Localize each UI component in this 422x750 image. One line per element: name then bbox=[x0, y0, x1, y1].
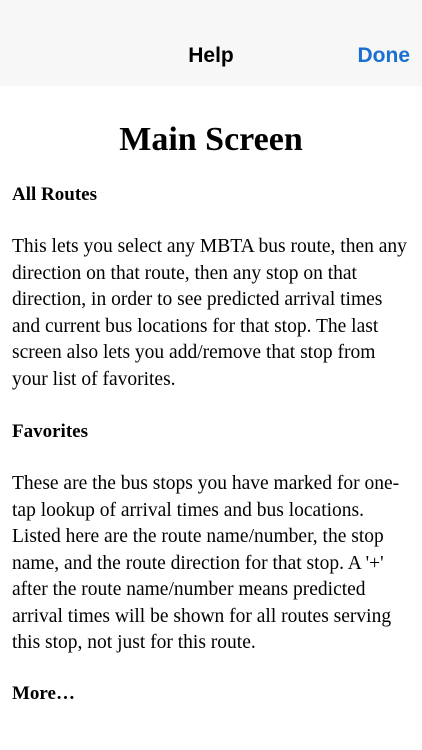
done-button[interactable]: Done bbox=[357, 44, 410, 67]
section-heading-favorites: Favorites bbox=[12, 421, 88, 442]
help-content[interactable] bbox=[0, 86, 422, 750]
section-body-favorites: These are the bus stops you have marked for one-tap lookup of arrival times and bus locations. Listed here are the route name/number, the stop name, and the route direction for that stop. A '+' after the route name/number means predicted arrival times will be shown for all routes serving this stop, not just for this route. bbox=[12, 473, 400, 653]
nav-title: Help bbox=[188, 44, 234, 67]
page-title: Main Screen bbox=[119, 121, 303, 158]
section-body-all-routes: This lets you select any MBTA bus route, then any direction on that route, then any stop on that direction, in order to see predicted arrival times and current bus locations for that stop. The last screen also lets you add/remove that stop from your list of favorites. bbox=[12, 236, 407, 390]
navigation-bar bbox=[0, 0, 422, 86]
section-heading-more: More… bbox=[12, 682, 75, 704]
section-heading-all-routes: All Routes bbox=[12, 184, 97, 205]
